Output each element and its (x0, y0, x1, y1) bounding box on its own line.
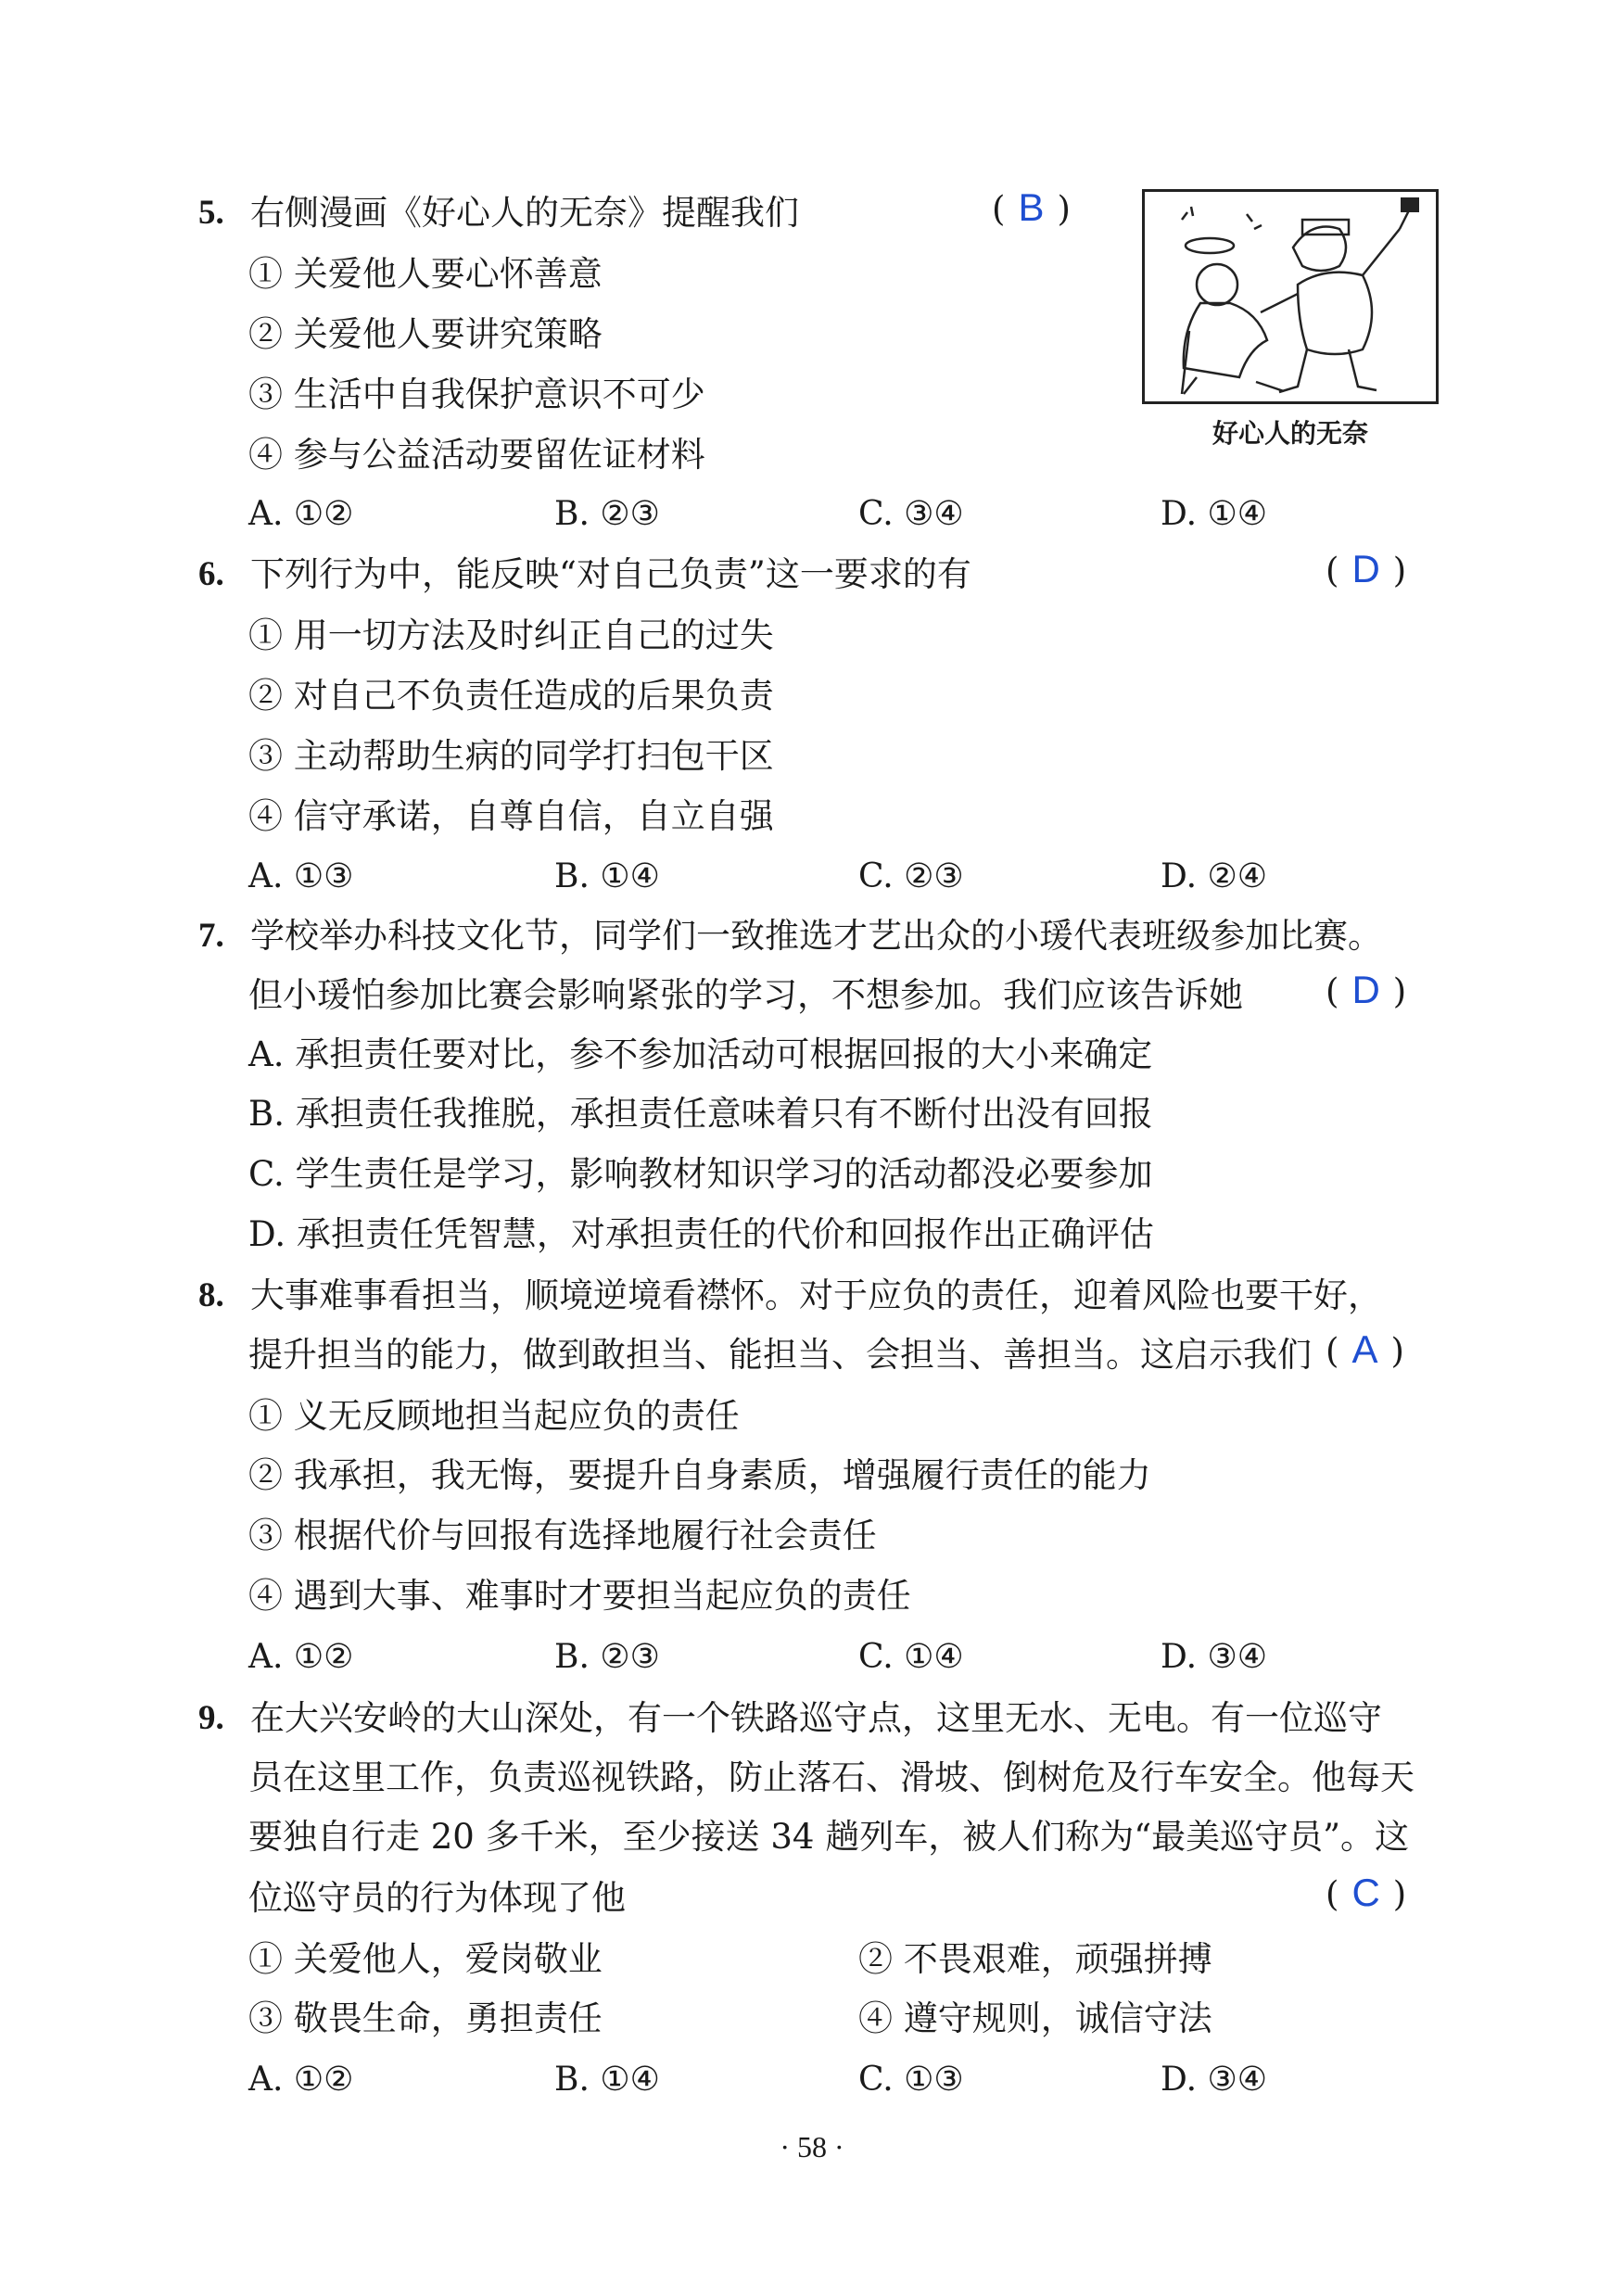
q6-option-d: D. ②④ (1161, 857, 1268, 895)
q8-answer-bracket: ( A ) (1326, 1327, 1404, 1371)
q9-answer-bracket: ( C ) (1326, 1871, 1407, 1914)
q6-stem: 下列行为中，能反映“对自己负责”这一要求的有 (250, 554, 971, 594)
q7-answer-bracket: ( D ) (1326, 968, 1407, 1011)
q6-option-c: C. ②③ (858, 857, 964, 895)
q6-answer-bracket: ( D ) (1326, 547, 1407, 590)
q8-option-d: D. ③④ (1161, 1638, 1268, 1676)
q9-stem-line-3: 要独自行走 20 多千米，至少接送 34 趟列车，被人们称为“最美巡守员”。这 (248, 1817, 1410, 1857)
q5-option-a: A. ①② (248, 495, 354, 533)
q5-number: 5. (198, 194, 224, 232)
q5-item-1: ① 关爱他人要心怀善意 (248, 254, 603, 294)
q8-item-3: ③ 根据代价与回报有选择地履行社会责任 (248, 1516, 877, 1555)
q8-option-a: A. ①② (248, 1638, 354, 1676)
q5-option-c: C. ③④ (858, 495, 964, 533)
q8-item-1: ① 义无反顾地担当起应负的责任 (248, 1396, 740, 1436)
q7-answer: D (1351, 968, 1380, 1011)
q9-option-a: A. ①② (248, 2061, 354, 2099)
q9-option-c: C. ①③ (858, 2061, 964, 2099)
q9-stem-line-2: 员在这里工作，负责巡视铁路，防止落石、滑坡、倒树危及行车安全。他每天 (248, 1757, 1415, 1797)
q9-item-3: ③ 敬畏生命，勇担责任 (248, 1998, 603, 2038)
q8-item-4: ④ 遇到大事、难事时才要担当起应负的责任 (248, 1576, 911, 1616)
q6-item-3: ③ 主动帮助生病的同学打扫包干区 (248, 736, 774, 776)
q5-item-3: ③ 生活中自我保护意识不可少 (248, 374, 705, 414)
q6-item-2: ② 对自己不负责任造成的后果负责 (248, 676, 774, 716)
q6-number: 6. (198, 555, 224, 593)
q6-answer: D (1351, 547, 1380, 590)
q9-option-d: D. ③④ (1161, 2061, 1268, 2099)
cartoon-figure (1142, 189, 1439, 404)
q5-answer-bracket: ( B ) (992, 185, 1071, 229)
q8-option-b: B. ②③ (554, 1638, 660, 1676)
q7-stem-line-2: 但小瑗怕参加比赛会影响紧张的学习，不想参加。我们应该告诉她 (248, 975, 1243, 1015)
page-number: · 58 · (780, 2130, 844, 2163)
q7-option-d: D. 承担责任凭智慧，对承担责任的代价和回报作出正确评估 (248, 1214, 1154, 1254)
cartoon-illustration (1145, 192, 1436, 401)
q7-stem-line-1: 学校举办科技文化节，同学们一致推选才艺出众的小瑗代表班级参加比赛。 (250, 916, 1382, 956)
q6-option-a: A. ①③ (248, 857, 354, 895)
q8-item-2: ② 我承担，我无悔，要提升自身素质，增强履行责任的能力 (248, 1455, 1151, 1495)
q5-option-d: D. ①④ (1161, 495, 1268, 533)
q9-item-2: ② 不畏艰难，顽强拼搏 (858, 1939, 1212, 1979)
q8-answer: A (1351, 1327, 1378, 1371)
q5-answer: B (1018, 185, 1045, 229)
q7-option-a: A. 承担责任要对比，参不参加活动可根据回报的大小来确定 (248, 1034, 1153, 1074)
q8-number: 8. (198, 1276, 224, 1314)
q7-option-b: B. 承担责任我推脱，承担责任意味着只有不断付出没有回报 (248, 1094, 1153, 1134)
q5-item-2: ② 关爱他人要讲究策略 (248, 314, 603, 354)
q8-stem-line-1: 大事难事看担当，顺境逆境看襟怀。对于应负的责任，迎着风险也要干好， (250, 1275, 1382, 1315)
q5-item-4: ④ 参与公益活动要留佐证材料 (248, 435, 705, 475)
q7-number: 7. (198, 917, 224, 955)
q5-stem: 右侧漫画《好心人的无奈》提醒我们 (250, 193, 799, 233)
q9-item-1: ① 关爱他人，爱岗敬业 (248, 1939, 603, 1979)
q9-item-4: ④ 遵守规则，诚信守法 (858, 1998, 1212, 2038)
cartoon-caption: 好心人的无奈 (1212, 418, 1368, 449)
q9-stem-line-1: 在大兴安岭的大山深处，有一个铁路巡守点，这里无水、无电。有一位巡守 (250, 1698, 1382, 1738)
q8-stem-line-2: 提升担当的能力，做到敢担当、能担当、会担当、善担当。这启示我们 (248, 1335, 1312, 1375)
q6-option-b: B. ①④ (554, 857, 660, 895)
q5-option-b: B. ②③ (554, 495, 660, 533)
q9-stem-line-4: 位巡守员的行为体现了他 (248, 1878, 626, 1918)
q8-option-c: C. ①④ (858, 1638, 964, 1676)
q9-number: 9. (198, 1699, 224, 1737)
q9-option-b: B. ①④ (554, 2061, 660, 2099)
q9-answer: C (1351, 1871, 1380, 1914)
q6-item-1: ① 用一切方法及时纠正自己的过失 (248, 615, 774, 655)
q7-option-c: C. 学生责任是学习，影响教材知识学习的活动都没必要参加 (248, 1154, 1153, 1194)
q6-item-4: ④ 信守承诺，自尊自信，自立自强 (248, 796, 774, 836)
